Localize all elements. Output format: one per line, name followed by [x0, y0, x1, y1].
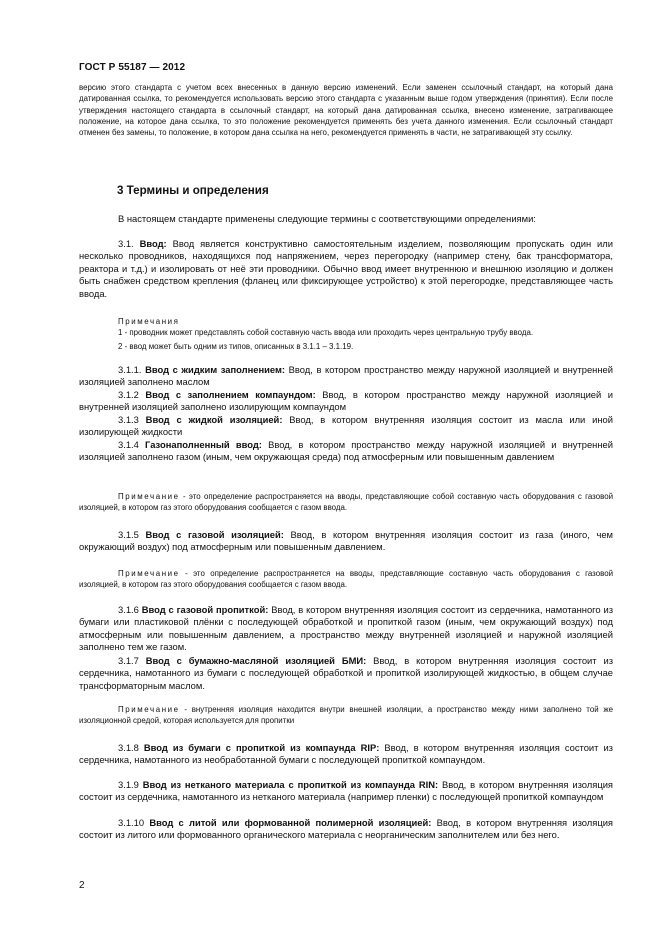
term-name: Ввод с газовой изоляцией: — [145, 529, 284, 540]
term-3-1-10 — [79, 817, 613, 842]
term-definition: Ввод, в котором внутренняя изоляция состоит из сердечника, намотанного из бумаги или пластиковой плёнки с последующей обработкой и пропиткой газом (иным, чем окружающий воздух) под атмосферным или повышенным давлением, а пространство между внутренней изоляцией и наружной изоляцией заполнено тем же газом. — [79, 604, 614, 653]
term-number: 3.1.3 — [118, 414, 139, 425]
term-definition: Ввод, в котором внутренняя изоляция состоит из сердечника, намотанного из бумаги с последующей обработкой и пропиткой изолирующей жидкостью, в общем случае трансформаторным маслом. — [79, 655, 613, 691]
term-name: Ввод из нетканого материала с пропиткой из компаунда RIN: — [142, 779, 439, 790]
note-heading: Примечание — [118, 705, 180, 714]
term-3-1-2 — [79, 389, 613, 414]
term-definition: Ввод, в котором пространство между наружной изоляцией и внутренней изоляцией заполнено газом (иным, чем окружающая среда) под атмосферным или повышенным давлением — [79, 439, 613, 463]
term-3-1-8 — [79, 742, 613, 767]
term-number: 3.1.1. — [118, 364, 142, 375]
term-definition: Ввод, в котором внутренняя изоляция состоит из масла или иной изолирующей жидкости — [79, 414, 613, 438]
term-name: Ввод с газовой пропиткой: — [141, 604, 269, 615]
note-heading: Примечание — [118, 492, 180, 501]
notes-block — [79, 316, 613, 352]
term-definition: Ввод, в котором внутренняя изоляция состоит из газа (иного, чем окружающий воздух) под атмосферным или повышенным давлением. — [79, 529, 613, 553]
term-3-1-1 — [79, 364, 613, 389]
term-name: Ввод из бумаги с пропиткой из компаунда RIP: — [143, 742, 380, 753]
term-number: 3.1.6 — [118, 604, 139, 615]
intro-paragraph: версию этого стандарта с учетом всех внесенных в данную версию изменений. Если заменен ссылочный стандарт, на который дана датированная ссылка, то рекомендуется использовать версию этого стандарта с указанным выше годом утверждения (принятия). Если после утверждения настоящего стандарта в ссылочный стандарт, на который дана датированная ссылка, внесено изменение, затрагивающее положение, на которое дана ссылка, то это положение рекомендуется применять без учета данного изменения. Если ссылочный стандарт отменен без замены, то положение, в котором дана ссылка на него, рекомендуется применять в части, не затрагивающей эту ссылку. — [79, 83, 613, 138]
note-gas-filled — [79, 491, 613, 514]
term-number: 3.1. — [118, 238, 134, 249]
page-number: 2 — [79, 880, 85, 891]
term-3-1-4 — [79, 439, 613, 464]
term-name: Ввод с заполнением компаундом: — [145, 389, 316, 400]
note-item: 1 - проводник может представлять собой составную часть ввода или проходить через центральную трубу ввода. — [118, 328, 534, 338]
term-number: 3.1.7 — [118, 655, 139, 666]
term-definition: Ввод, в котором пространство между наружной изоляцией и внутренней изоляцией заполнено маслом — [79, 364, 613, 388]
term-name: Ввод с жидкой изоляцией: — [145, 414, 283, 425]
section-title: 3 Термины и определения — [117, 184, 269, 197]
term-name: Ввод с бумажно-масляной изоляцией БМИ: — [145, 655, 367, 666]
term-number: 3.1.2 — [118, 389, 139, 400]
term-number: 3.1.5 — [118, 529, 139, 540]
lead-paragraph: В настоящем стандарте применены следующие термины с соответствующими определениями: — [118, 213, 536, 224]
notes-heading: Примечания — [118, 317, 180, 326]
note-heading: Примечание — [118, 569, 180, 578]
term-definition: Ввод, в котором пространство между наружной изоляцией и внутренней изоляцией заполнено изолирующим компаундом — [79, 389, 613, 413]
note-text: - внутренняя изоляция находится внутри внешней изоляции, а пространство между ними заполнено той же изоляционной средой, которая используется для пропитки — [79, 705, 613, 726]
term-name: Ввод: — [139, 238, 167, 249]
term-3-1-6 — [79, 604, 613, 654]
term-name: Ввод с жидким заполнением: — [145, 364, 286, 375]
term-definition: Ввод, в котором внутренняя изоляция состоит из сердечника, намотанного из нетканого материала (например пленки) с последующей пропиткой компаундом — [79, 779, 614, 803]
term-number: 3.1.8 — [118, 742, 139, 753]
note-bmi — [79, 704, 613, 727]
document-header: ГОСТ Р 55187 — 2012 — [79, 62, 186, 73]
note-item: 2 - ввод может быть одним из типов, описанных в 3.1.1 – 3.1.19. — [118, 341, 354, 351]
term-number: 3.1.10 — [118, 817, 145, 828]
term-definition: Ввод является конструктивно самостоятельным изделием, позволяющим пропускать один или несколько проводников, находящихся под напряжением, через перегородку (например стену, бак трансформатора, реактора и т.д.) и изолировать от неё эти проводники. Обычно ввод имеет внутреннюю и внешнюю изоляцию и должен быть снабжен средством крепления (фланец или фиксирующее устройство) к этой перегородке, представляющее часть ввода. — [79, 238, 613, 299]
term-3-1-3 — [79, 414, 613, 439]
term-number: 3.1.9 — [118, 779, 139, 790]
note-text: - это определение распространяется на вводы, представляющие собой составную часть оборудования с газовой изоляцией, в котором газ этого оборудования сообщается с газом ввода. — [79, 492, 613, 513]
term-name: Газонаполненный ввод: — [145, 439, 262, 450]
term-name: Ввод с литой или формованной полимерной изоляцией: — [149, 817, 432, 828]
term-3-1-7 — [79, 655, 613, 692]
term-3-1 — [79, 238, 613, 300]
term-definition: Ввод, в котором внутренняя изоляция состоит из сердечника, намотанного из необработанной бумаги с последующей пропиткой компаундом. — [79, 742, 613, 766]
term-3-1-9 — [79, 779, 613, 804]
term-number: 3.1.4 — [118, 439, 139, 450]
note-text: - это определение распространяется на вводы, представляющие составную часть оборудования с газовой изоляцией, в котором газ этого оборудования сообщается с газом ввода. — [79, 569, 613, 590]
term-3-1-5 — [79, 529, 613, 554]
term-definition: Ввод, в котором внутренняя изоляция состоит из литого или формованного органического материала с неорганическим заполнителем или без него. — [79, 817, 614, 841]
note-gas-insulated — [79, 568, 613, 591]
